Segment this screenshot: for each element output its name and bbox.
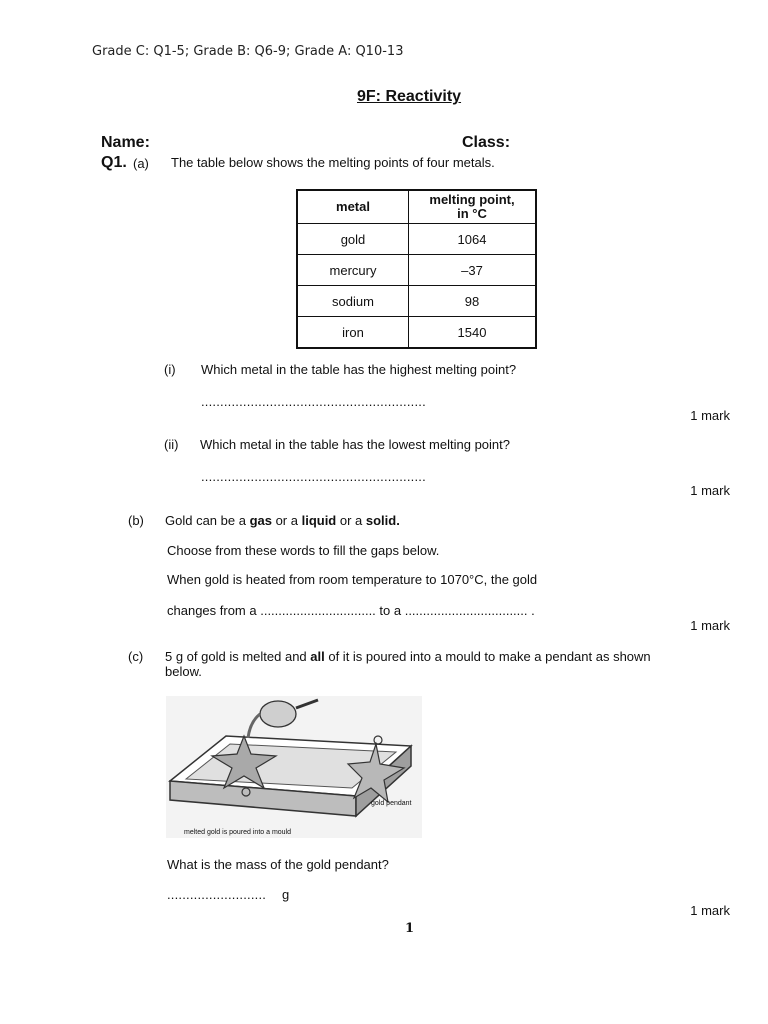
- b-word-liquid: liquid: [301, 513, 337, 528]
- b-word-gas: gas: [249, 513, 272, 528]
- part-a-text: The table below shows the melting points of four metals.: [171, 155, 495, 170]
- mould-illustration: [166, 696, 422, 838]
- table-header-metal: metal: [297, 190, 409, 224]
- table-cell-value: 98: [409, 286, 537, 317]
- table-cell-value: –37: [409, 255, 537, 286]
- part-b-line-2: Choose from these words to fill the gaps below.: [167, 543, 440, 558]
- part-ii-question: Which metal in the table has the lowest melting point?: [200, 437, 511, 452]
- c-word-all: all: [310, 649, 325, 664]
- page-number: 1: [405, 921, 415, 936]
- part-c-mark: 1 mark: [690, 903, 730, 918]
- mould-caption: melted gold is poured into a mould: [184, 829, 292, 836]
- part-c-question: What is the mass of the gold pendant?: [167, 857, 389, 872]
- b-text-2: or a: [271, 513, 302, 528]
- table-cell-metal: gold: [297, 224, 409, 255]
- part-i-mark: 1 mark: [690, 408, 730, 423]
- c-text-1: 5 g of gold is melted and: [165, 649, 311, 664]
- part-b-line-3: When gold is heated from room temperature to 1070°C, the gold: [167, 572, 538, 587]
- grade-guide: Grade C: Q1-5; Grade B: Q6-9; Grade A: Q10-13: [92, 44, 404, 59]
- mould-pendant-figure: [166, 696, 422, 838]
- page-title: 9F: Reactivity: [357, 88, 462, 105]
- part-b-line-1: [165, 513, 400, 528]
- c-text-2: of it is poured into a mould to make a pendant as shown: [324, 649, 651, 664]
- part-ii-label: (ii): [164, 437, 179, 452]
- b-text-3: or a: [336, 513, 366, 528]
- part-a-label: (a): [133, 156, 149, 171]
- melting-point-table: [296, 189, 537, 349]
- header-line-2: in °C: [457, 206, 487, 221]
- part-c-line-1: [165, 649, 651, 664]
- table-row: [297, 224, 536, 255]
- part-b-answer-line[interactable]: changes from a ................................ to a .................................. .: [167, 603, 535, 618]
- part-i-question: Which metal in the table has the highest melting point?: [201, 362, 517, 377]
- b-text-1: Gold can be a: [165, 513, 250, 528]
- part-c-unit: g: [282, 887, 290, 902]
- part-b-mark: 1 mark: [690, 618, 730, 633]
- table-row: [297, 255, 536, 286]
- table-header-melting-point: [409, 190, 537, 224]
- part-ii-answer-line[interactable]: ...........................................................: [201, 469, 426, 484]
- part-c-line-2: below.: [165, 664, 202, 679]
- question-number: Q1.: [101, 154, 127, 171]
- header-line-1: melting point,: [429, 192, 515, 207]
- b-word-solid: solid.: [365, 513, 400, 528]
- part-i-answer-line[interactable]: ...........................................................: [201, 394, 426, 409]
- table-cell-metal: iron: [297, 317, 409, 349]
- table-cell-value: 1540: [409, 317, 537, 349]
- table-cell-metal: mercury: [297, 255, 409, 286]
- table-header-row: [297, 190, 536, 224]
- part-ii-mark: 1 mark: [690, 483, 730, 498]
- part-i-label: (i): [164, 362, 176, 377]
- class-label: Class:: [462, 134, 511, 151]
- table-cell-metal: sodium: [297, 286, 409, 317]
- part-c-answer-line[interactable]: ..........................: [167, 887, 267, 902]
- part-b-label: (b): [128, 513, 144, 528]
- part-c-label: (c): [128, 649, 144, 664]
- name-label: Name:: [101, 134, 150, 151]
- table-row: [297, 317, 536, 349]
- table-cell-value: 1064: [409, 224, 537, 255]
- gold-pendant-caption: gold pendant: [371, 800, 412, 807]
- table-row: [297, 286, 536, 317]
